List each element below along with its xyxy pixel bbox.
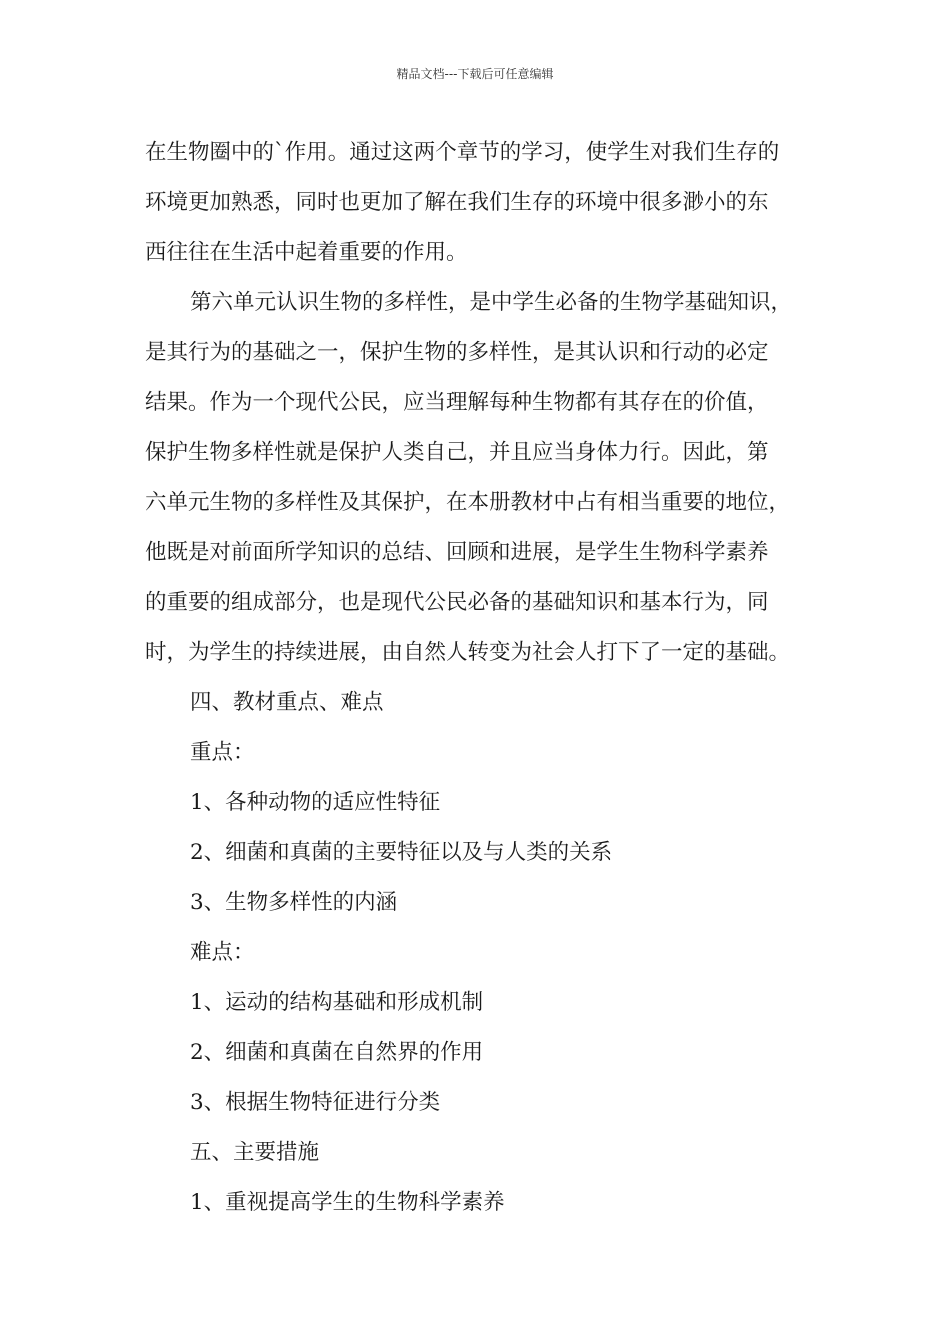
list-item: 3、生物多样性的内涵 — [190, 890, 398, 915]
paragraph-line: 在生物圈中的`作用。通过这两个章节的学习，使学生对我们生存的 — [145, 140, 780, 165]
paragraph-line: 是其行为的基础之一，保护生物的多样性，是其认识和行动的必定 — [145, 340, 769, 365]
list-item: 3、根据生物特征进行分类 — [190, 1090, 441, 1115]
list-item: 2、细菌和真菌的主要特征以及与人类的关系 — [190, 840, 613, 865]
list-item: 1、各种动物的适应性特征 — [190, 790, 441, 815]
paragraph-line: 保护生物多样性就是保护人类自己，并且应当身体力行。因此，第 — [145, 440, 769, 465]
paragraph-line: 西往往在生活中起着重要的作用。 — [145, 240, 468, 265]
page-header: 精品文档---下载后可任意编辑 — [396, 67, 554, 81]
section-heading: 五、主要措施 — [190, 1140, 320, 1165]
subheading-key-points: 重点： — [190, 740, 255, 765]
subheading-difficulties: 难点： — [190, 940, 255, 965]
section-heading: 四、教材重点、难点 — [190, 690, 384, 715]
paragraph-line: 第六单元认识生物的多样性，是中学生必备的生物学基础知识， — [190, 290, 793, 315]
document-body — [145, 128, 805, 1228]
list-item: 1、重视提高学生的生物科学素养 — [190, 1190, 505, 1215]
list-item: 2、细菌和真菌在自然界的作用 — [190, 1040, 484, 1065]
paragraph-line: 六单元生物的多样性及其保护，在本册教材中占有相当重要的地位， — [145, 490, 791, 515]
paragraph-line: 的重要的组成部分，也是现代公民必备的基础知识和基本行为，同 — [145, 590, 769, 615]
paragraph-line: 他既是对前面所学知识的总结、回顾和进展，是学生生物科学素养 — [145, 540, 769, 565]
paragraph-line: 时，为学生的持续进展，由自然人转变为社会人打下了一定的基础。 — [145, 640, 791, 665]
paragraph-line: 结果。作为一个现代公民，应当理解每种生物都有其存在的价值， — [145, 390, 769, 415]
paragraph-line: 环境更加熟悉，同时也更加了解在我们生存的环境中很多渺小的东 — [145, 190, 769, 215]
list-item: 1、运动的结构基础和形成机制 — [190, 990, 484, 1015]
